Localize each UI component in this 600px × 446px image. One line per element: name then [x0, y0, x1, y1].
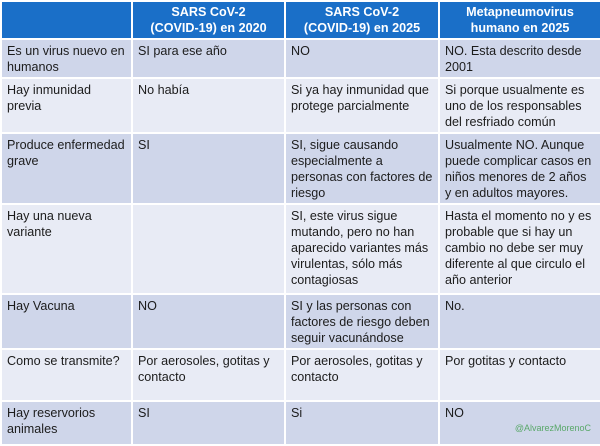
row-question: Hay reservorios animales — [1, 401, 132, 445]
table-row-animal-reservoirs — [1, 401, 600, 445]
cell-metapneumovirus-2025: Si porque usualmente es uno de los responsables del resfriado común — [439, 78, 600, 133]
header-line: humano en 2025 — [470, 21, 570, 35]
header-line: (COVID-19) en 2025 — [303, 21, 421, 35]
row-question: Hay una nueva variante — [1, 204, 132, 294]
cell-metapneumovirus-2025: No. — [439, 294, 600, 349]
table-row-severe-disease — [1, 133, 600, 204]
header-covid-2025 — [285, 1, 439, 39]
cell-metapneumovirus-2025: Hasta el momento no y es probable que si hay un cambio no debe ser muy diferente al que circulo el año anterior — [439, 204, 600, 294]
cell-metapneumovirus-2025: NO. Esta descrito desde 2001 — [439, 39, 600, 78]
cell-covid-2020 — [132, 204, 285, 294]
author-watermark: @AlvarezMorenoC — [514, 423, 591, 433]
header-line: SARS CoV-2 — [171, 5, 246, 19]
cell-metapneumovirus-2025 — [439, 401, 600, 445]
cell-covid-2025: SI, este virus sigue mutando, pero no han aparecido variantes más virulentas, sólo más contagiosas — [285, 204, 439, 294]
cell-covid-2025: Por aerosoles, gotitas y contacto — [285, 349, 439, 401]
cell-covid-2020: No había — [132, 78, 285, 133]
row-question: Hay Vacuna — [1, 294, 132, 349]
table-row-new-virus — [1, 39, 600, 78]
cell-metapneumovirus-2025: Por gotitas y contacto — [439, 349, 600, 401]
cell-covid-2025: Si — [285, 401, 439, 445]
cell-covid-2020: Por aerosoles, gotitas y contacto — [132, 349, 285, 401]
cell-metapneumovirus-2025: Usualmente NO. Aunque puede complicar casos en niños menores de 2 años y en adultos mayores. — [439, 133, 600, 204]
table-row-prior-immunity — [1, 78, 600, 133]
header-line: Metapneumovirus — [466, 5, 574, 19]
table-row-transmission — [1, 349, 600, 401]
table-row-vaccine — [1, 294, 600, 349]
cell-covid-2025: SI y las personas con factores de riesgo deben seguir vacunándose — [285, 294, 439, 349]
cell-covid-2020: SI para ese año — [132, 39, 285, 78]
table-row-new-variant — [1, 204, 600, 294]
cell-covid-2025: NO — [285, 39, 439, 78]
header-metapneumovirus-2025 — [439, 1, 600, 39]
cell-covid-2025: SI, sigue causando especialmente a personas con factores de riesgo — [285, 133, 439, 204]
cell-covid-2020: SI — [132, 401, 285, 445]
header-line: (COVID-19) en 2020 — [150, 21, 267, 35]
row-question: Es un virus nuevo en humanos — [1, 39, 132, 78]
row-question: Como se transmite? — [1, 349, 132, 401]
header-line: SARS CoV-2 — [324, 5, 400, 19]
header-covid-2020 — [132, 1, 285, 39]
cell-covid-2020: NO — [132, 294, 285, 349]
row-question: Hay inmunidad previa — [1, 78, 132, 133]
header-row — [1, 1, 600, 39]
cell-covid-2020: SI — [132, 133, 285, 204]
cell-value: NO — [445, 406, 464, 420]
row-question: Produce enfermedad grave — [1, 133, 132, 204]
cell-covid-2025: Si ya hay inmunidad que protege parcialmente — [285, 78, 439, 133]
header-corner-cell — [1, 1, 132, 39]
